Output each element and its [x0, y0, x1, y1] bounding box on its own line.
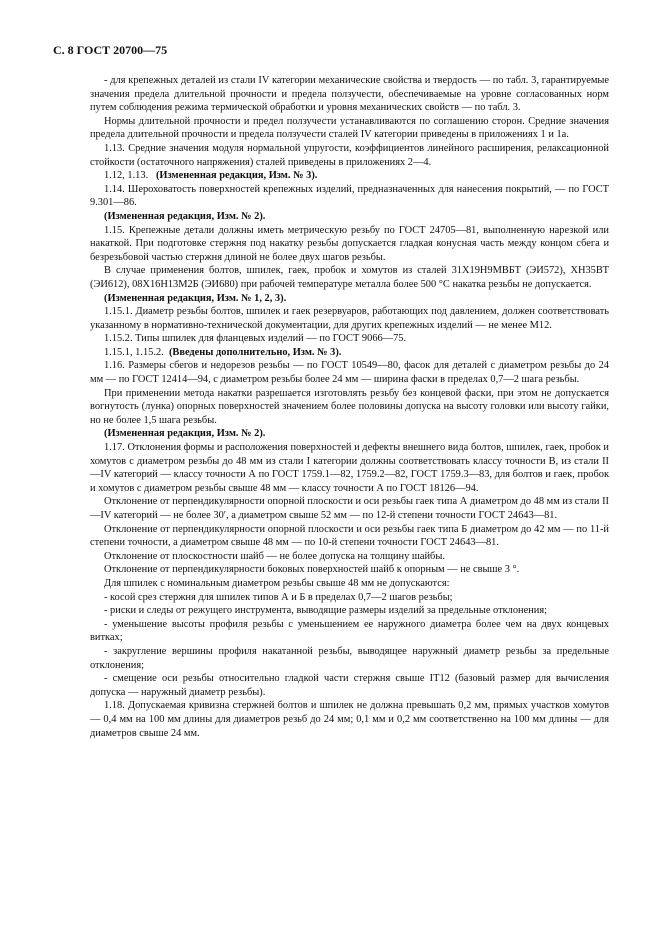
paragraph: Отклонение от перпендикулярности опорной плоскости и оси резьбы гаек типа А диаметром до 48 мм из стали II—IV категорий — не более 30′, а диаметром свыше 52 мм — по 12-й степени точности ГОСТ 24643—81. — [90, 496, 609, 521]
paragraph: 1.15. Крепежные детали должны иметь метрическую резьбу по ГОСТ 24705—81, выполненную нарезкой или накаткой. При подготовке стержня под накатку резьбы допускается гладкая конусная часть между концом сбега и безрезьбовой частью стержня длиной не более двух шагов резьбы. — [90, 224, 609, 263]
amendment-note — [90, 427, 609, 441]
amendment-label: (Измененная редакция, Изм. № 2). — [104, 210, 266, 222]
paragraph: Отклонение от перпендикулярности боковых поверхностей шайб к опорным — не свыше 3 °. — [104, 564, 520, 576]
paragraph: Отклонение от перпендикулярности опорной плоскости и оси резьбы гаек типа Б диаметром до 42 мм — по 11-й степени точности, а диаметром свыше 48 мм — по 10-й степени точности ГОСТ 24643—81. — [90, 523, 609, 549]
paragraph: В случае применения болтов, шпилек, гаек, пробок и хомутов из сталей 31Х19Н9МВБТ (ЭИ572), ХН35ВТ (ЭИ612), 08Х16Н13М2Б (ЭИ680) при рабочей температуре металла более 500 °С накатка резьбы не допускается. — [90, 265, 609, 290]
amendment-note — [90, 292, 609, 306]
amendment-label: (Измененная редакция, Изм. № 3). — [155, 170, 318, 182]
paragraph: 1.16. Размеры сбегов и недорезов резьбы — по ГОСТ 10549—80, фасок для деталей с диаметром резьбы до 24 мм — по ГОСТ 12414—94, с диаметром резьбы более 24 мм — ширина фаски в пределах 0,7—2 шага резьбы. — [90, 360, 609, 386]
paragraph: При применении метода накатки разрешается изготовлять резьбу без концевой фаски, при этом не допускается вогнутость (лунка) опорных поверхностей значением более половины допуска на высоту головки или высоту гайки, но не более 1,5 шага резьбы. — [90, 387, 609, 426]
paragraph: Для шпилек с номинальным диаметром резьбы свыше 48 мм не допускаются: — [104, 577, 450, 589]
paragraph: - для крепежных деталей из стали IV категории механические свойства и твердость — по табл. 3, гарантируемые значения предела длительной прочности и предела ползучести, обеспечиваемые на уровне согласованных норм путем соблюдения режима термической обработки и уровня механических свойств — по табл. 3. — [90, 75, 609, 114]
amendment-prefix: 1.12, 1.13. — [104, 170, 149, 182]
amendment-prefix: 1.15.1, 1.15.2. — [104, 346, 164, 358]
list-item: - уменьшение высоты профиля резьбы с уменьшением ее наружного диаметра более чем на двух концевых витках; — [90, 618, 609, 644]
paragraph: 1.15.2. Типы шпилек для фланцевых изделий — по ГОСТ 9066—75. — [104, 333, 407, 345]
page-header: С. 8 ГОСТ 20700—75 — [53, 43, 168, 57]
document-body — [90, 74, 609, 740]
amendment-label: (Введены дополнительно, Изм. № 3). — [168, 346, 342, 358]
list-item: - косой срез стержня для шпилек типов А и Б в пределах 0,7—2 шагов резьбы; — [104, 591, 453, 603]
paragraph: 1.15.1. Диаметр резьбы болтов, шпилек и гаек резервуаров, работающих под давлением, должен соответствовать указанному в нормативно-технической документации, для других крепежных изделий — не менее М12. — [90, 306, 609, 331]
amendment-label: (Измененная редакция, Изм. № 1, 2, 3). — [104, 292, 287, 304]
list-item: - риски и следы от режущего инструмента, выводящие размеры изделий за предельные отклонения; — [104, 605, 548, 617]
paragraph: Нормы длительной прочности и предел ползучести устанавливаются по соглашению сторон. Средние значения предела длительной прочности и предела ползучести сталей IV категории приведены в приложениях 1 и 1а. — [90, 115, 609, 141]
list-item: - смещение оси резьбы относительно гладкой части стержня свыше IT12 (базовый размер для вычисления допуска — наружный диаметр резьбы). — [90, 673, 609, 698]
paragraph: 1.14. Шероховатость поверхностей крепежных изделий, предназначенных для нанесения покрытий, — по ГОСТ 9.301—86. — [90, 183, 609, 209]
amendment-note — [90, 169, 609, 183]
amendment-note — [90, 210, 609, 224]
paragraph: 1.13. Средние значения модуля нормальной упругости, коэффициентов линейного расширения, релаксационной стойкости (остаточного напряжения) сталей приведены в приложениях 2—4. — [90, 142, 609, 168]
paragraph: Отклонение от плоскостности шайб — не более допуска на толщину шайбы. — [104, 550, 445, 562]
list-item: - закругление вершины профиля накатанной резьбы, выводящее наружный диаметр резьбы за предельные отклонения; — [90, 645, 609, 671]
amendment-label: (Измененная редакция, Изм. № 2). — [104, 428, 266, 440]
paragraph: 1.18. Допускаемая кривизна стержней болтов и шпилек не должна превышать 0,2 мм, прямых участков хомутов — 0,4 мм на 100 мм длины для диаметров резьб до 24 мм; 0,1 мм и 0,2 мм соответственно на 100 мм длины — для диаметров свыше 24 мм. — [90, 700, 609, 739]
amendment-note — [90, 346, 609, 360]
paragraph: 1.17. Отклонения формы и расположения поверхностей и дефекты внешнего вида болтов, шпилек, гаек, пробок и хомутов с диаметром резьбы до 48 мм из стали I категории должны соответствовать классу точности В, из стали II—IV категорий — классу точности А по ГОСТ 1759.1—82, 1759.2—82, ГОСТ 1759.3—83, для болтов и гаек, пробок и хомутов с диаметром резьбы свыше 48 мм — классу точности А по ГОСТ 18126—94. — [90, 442, 609, 494]
